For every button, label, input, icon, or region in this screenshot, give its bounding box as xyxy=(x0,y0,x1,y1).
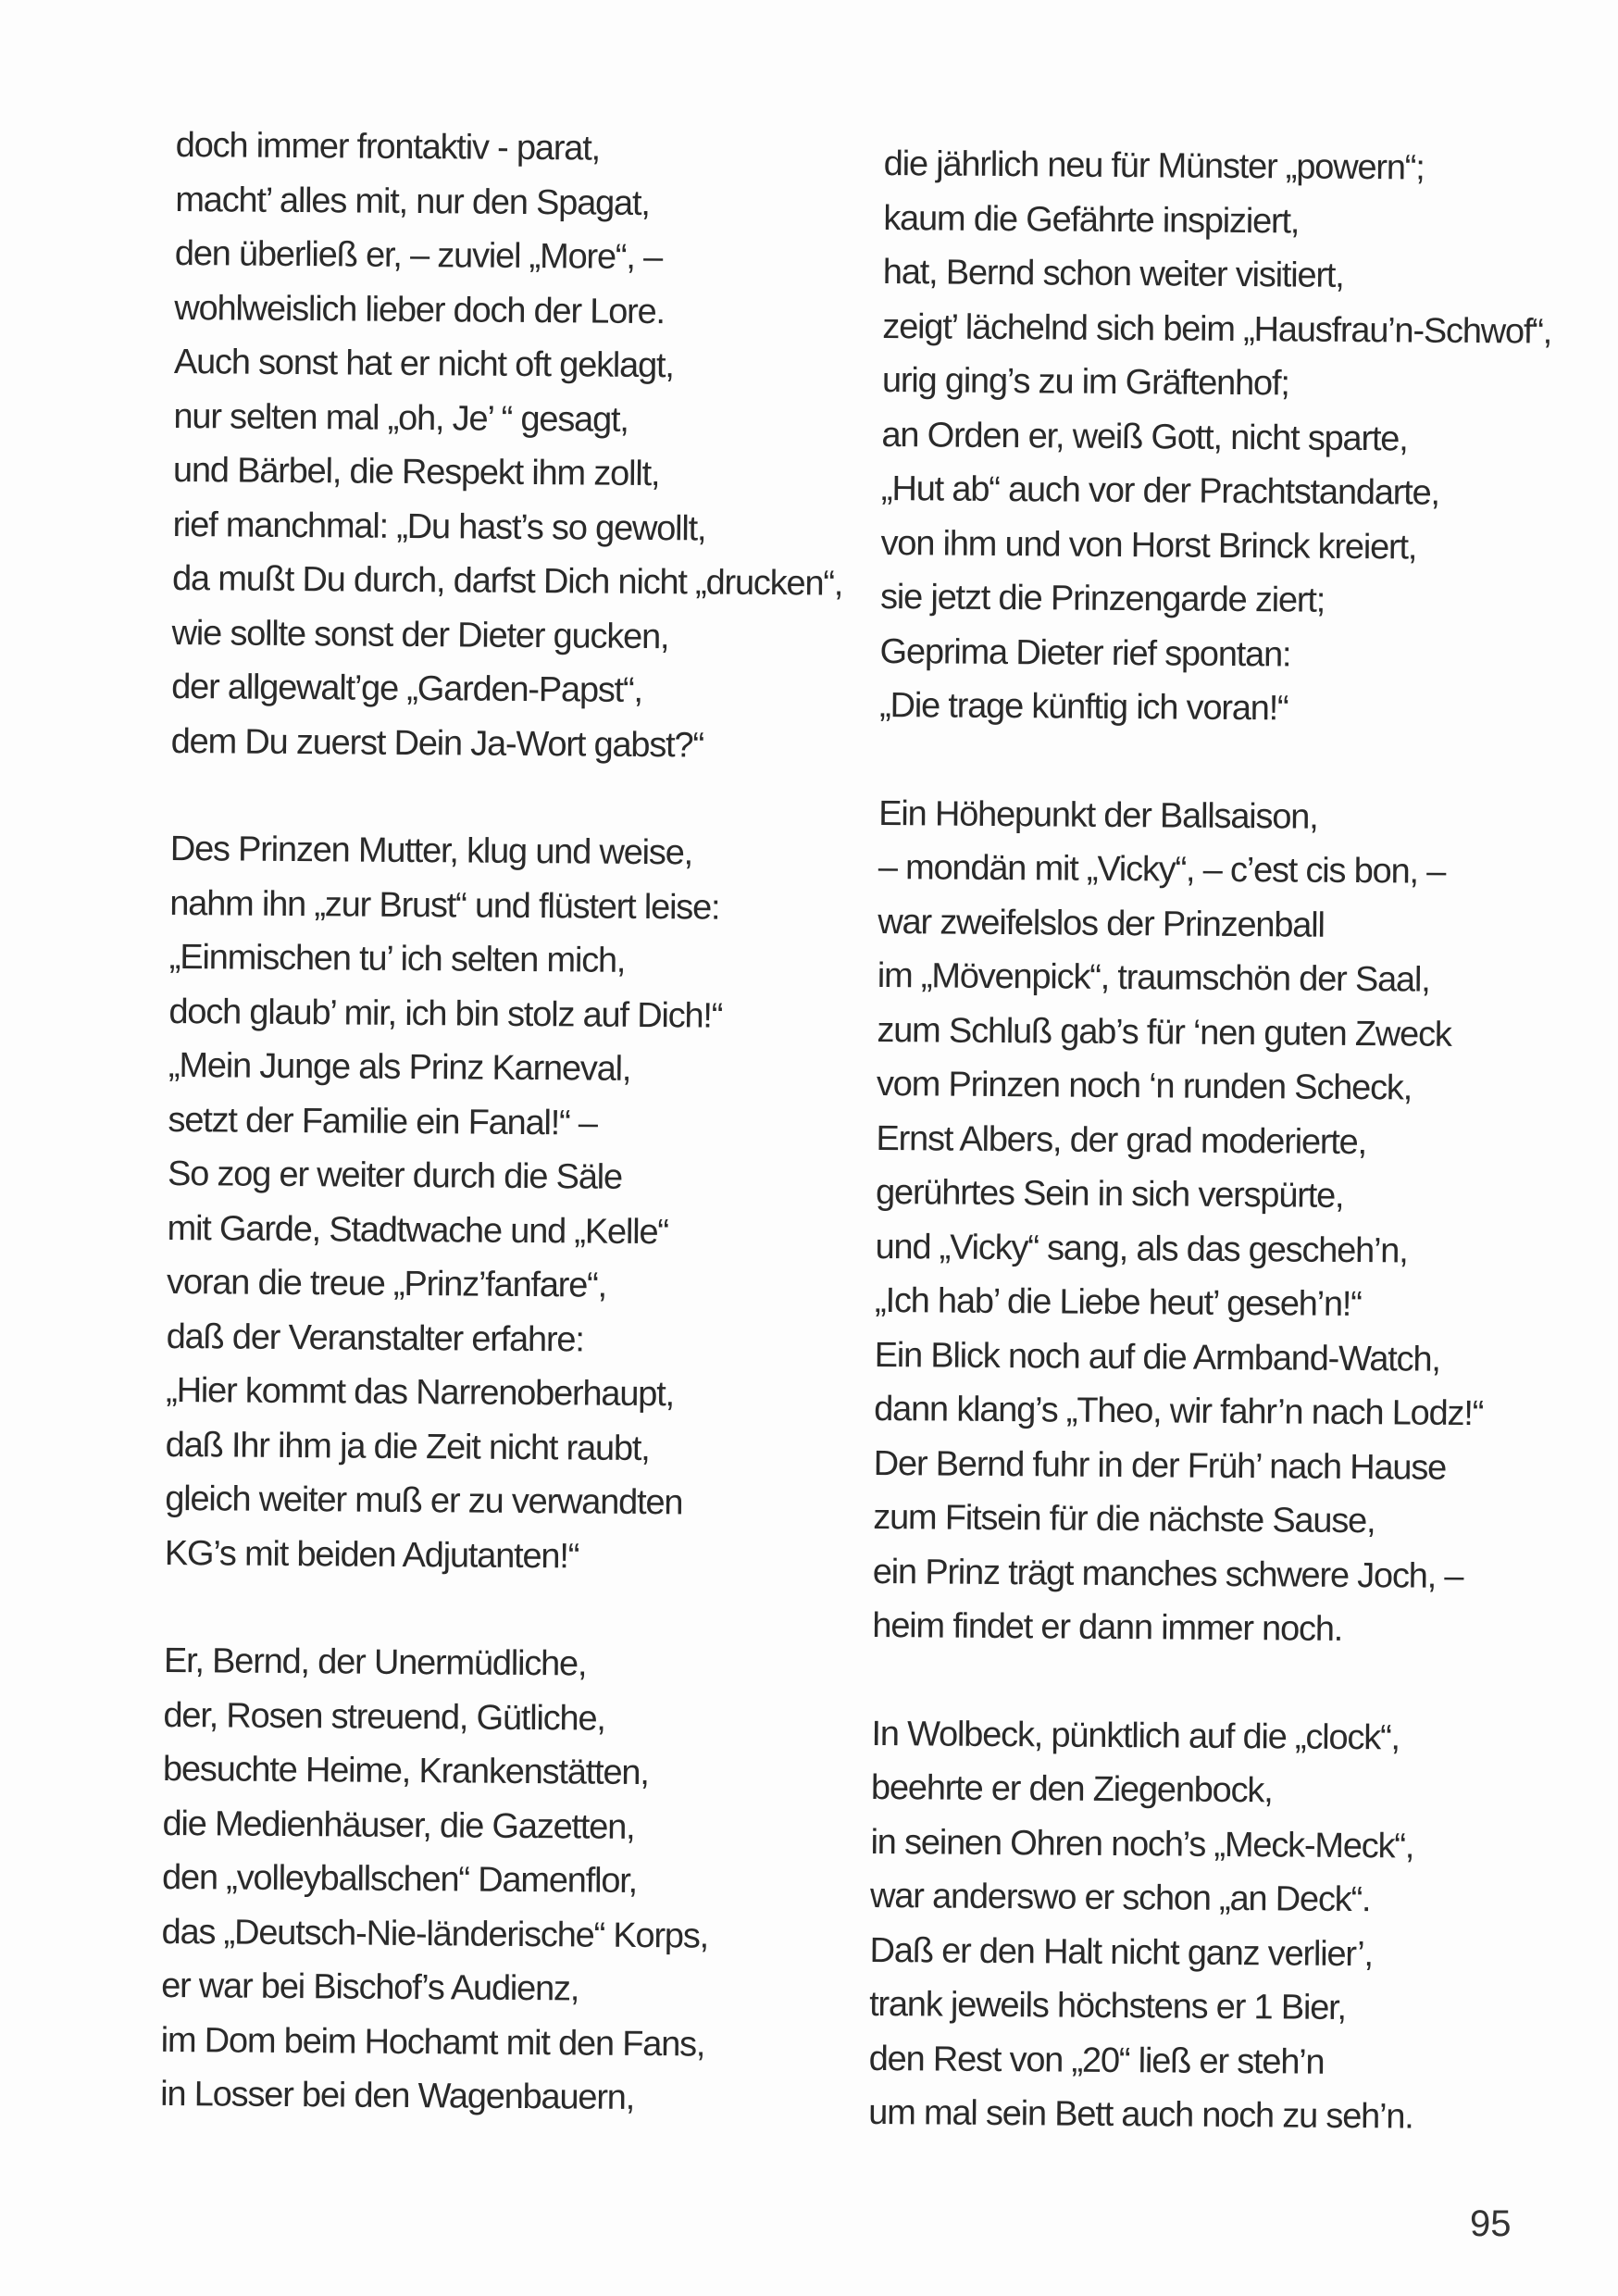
verse-line: zum Fitsein für die nächste Sause, xyxy=(873,1497,1375,1541)
verse-line: und Bärbel, die Respekt ihm zollt, xyxy=(172,450,660,494)
verse-line: Des Prinzen Mutter, klug und weise, xyxy=(169,829,693,873)
verse-line: dann klang’s „Theo, wir fahr’n nach Lodz!“ xyxy=(874,1389,1484,1434)
verse-line: Auch sonst hat er nicht oft geklagt, xyxy=(173,342,674,386)
verse-line: Der Bernd fuhr in der Früh’ nach Hause xyxy=(873,1443,1447,1488)
verse-line: er war bei Bischof’s Audienz, xyxy=(160,1965,579,2009)
verse-line: „Ich hab’ die Liebe heut’ geseh’n!“ xyxy=(874,1280,1362,1325)
verse-line: voran die treue „Prinz’fanfare“, xyxy=(166,1262,607,1305)
verse-line: da mußt Du durch, darfst Dich nicht „drucken“, xyxy=(171,558,843,604)
verse-line: mit Garde, Stadtwache und „Kelle“ xyxy=(167,1208,668,1252)
verse-line: ein Prinz trägt manches schwere Joch, – xyxy=(872,1552,1463,1596)
verse-line: zeigt’ lächelnd sich beim „Hausfrau’n-Schwof“, xyxy=(882,306,1552,352)
stanza xyxy=(170,119,846,774)
verse-line: im „Mövenpick“, traumschön der Saal, xyxy=(877,955,1430,1000)
verse-line: besuchte Heime, Krankenstätten, xyxy=(162,1749,649,1793)
verse-line: im Dom beim Hochamt mit den Fans, xyxy=(160,2020,705,2065)
verse-line: und „Vicky“ sang, als das gescheh’n, xyxy=(875,1227,1408,1270)
left-column xyxy=(160,119,846,2127)
verse-line: der, Rosen streuend, Gütliche, xyxy=(163,1695,605,1739)
verse-line: heim findet er dann immer noch. xyxy=(872,1605,1343,1649)
page-number: 95 xyxy=(1470,2203,1512,2244)
verse-line: an Orden er, weiß Gott, nicht sparte, xyxy=(881,415,1408,458)
verse-line: sie jetzt die Prinzengarde ziert; xyxy=(879,577,1326,620)
verse-line: kaum die Gefährte inspiziert, xyxy=(883,198,1300,242)
verse-line: rief manchmal: „Du hast’s so gewollt, xyxy=(172,505,706,549)
verse-line: Ein Höhepunkt der Ballsaison, xyxy=(878,793,1318,837)
verse-line: So zog er weiter durch die Säle xyxy=(167,1154,623,1197)
verse-line: vom Prinzen noch ‘n runden Scheck, xyxy=(876,1064,1413,1108)
verse-line: die Medienhäuser, die Gazetten, xyxy=(162,1803,635,1847)
verse-line: in Losser bei den Wagenbauern, xyxy=(160,2074,635,2117)
verse-line: urig ging’s zu im Gräftenhof; xyxy=(881,360,1289,404)
verse-line: Er, Bernd, der Unermüdliche, xyxy=(163,1641,587,1684)
verse-line: in seinen Ohren noch’s „Meck-Meck“, xyxy=(870,1822,1414,1866)
verse-line: gleich weiter muß er zu verwandten xyxy=(165,1479,683,1523)
verse-line: daß Ihr ihm ja die Zeit nicht raubt, xyxy=(165,1425,650,1468)
verse-line: den Rest von „20“ ließ er steh’n xyxy=(868,2039,1325,2082)
verse-line: In Wolbeck, pünktlich auf die „clock“, xyxy=(871,1714,1400,1757)
verse-line: nahm ihn „zur Brust“ und flüstert leise: xyxy=(169,883,720,928)
verse-line: Geprima Dieter rief spontan: xyxy=(879,631,1291,674)
verse-line: beehrte er den Ziegenbock, xyxy=(870,1767,1273,1811)
verse-line: „Hier kommt das Narrenoberhaupt, xyxy=(166,1370,675,1415)
verse-line: gerührtes Sein in sich verspürte, xyxy=(875,1172,1344,1216)
verse-line: setzt der Familie ein Fanal!“ – xyxy=(168,1100,598,1143)
verse-line: der allgewalt’ge „Garden-Papst“, xyxy=(171,667,642,710)
verse-line: den überließ er, – zuviel „More“, – xyxy=(174,233,663,278)
verse-line: KG’s mit beiden Adjutanten!“ xyxy=(164,1533,579,1576)
verse-line: das „Deutsch-Nie-länderische“ Korps, xyxy=(161,1912,709,1956)
verse-line: den „volleyballschen“ Damenflor, xyxy=(161,1857,638,1901)
verse-line: doch glaub’ mir, ich bin stolz auf Dich!“ xyxy=(168,992,723,1036)
verse-line: „Die trage künftig ich voran!“ xyxy=(879,685,1288,729)
stanza xyxy=(160,1634,834,2127)
verse-line: „Hut ab“ auch vor der Prachtstandarte, xyxy=(880,468,1440,513)
verse-line: war anderswo er schon „an Deck“. xyxy=(869,1876,1371,1920)
verse-line: nur selten mal „oh, Je’ “ gesagt, xyxy=(173,396,629,440)
verse-line: wie sollte sonst der Dieter gucken, xyxy=(171,613,669,656)
verse-line: um mal sein Bett auch noch zu seh’n. xyxy=(868,2092,1413,2137)
verse-line: die jährlich neu für Münster „powern“; xyxy=(883,144,1425,188)
verse-line: doch immer frontaktiv - parat, xyxy=(175,125,601,168)
verse-line: trank jeweils höchstens er 1 Bier, xyxy=(868,1984,1347,2028)
verse-line: von ihm und von Horst Brinck kreiert, xyxy=(880,523,1417,568)
verse-line: wohlweislich lieber doch der Lore. xyxy=(174,288,666,331)
verse-line: – mondän mit „Vicky“, – c’est cis bon, – xyxy=(877,847,1446,892)
stanza xyxy=(879,137,1553,738)
verse-line: Ein Blick noch auf die Armband-Watch, xyxy=(874,1335,1440,1379)
verse-line: hat, Bernd schon weiter visitiert, xyxy=(882,252,1344,295)
verse-line: war zweifelslos der Prinzenball xyxy=(877,902,1325,945)
verse-line: „Mein Junge als Prinz Karneval, xyxy=(168,1045,631,1089)
stanza xyxy=(165,822,841,1586)
verse-line: Ernst Albers, der grad moderierte, xyxy=(876,1118,1367,1162)
verse-line: daß der Veranstalter erfahre: xyxy=(166,1316,584,1360)
verse-line: „Einmischen tu’ ich selten mich, xyxy=(168,937,626,980)
verse-line: macht’ alles mit, nur den Spagat, xyxy=(175,180,650,223)
verse-line: dem Du zuerst Dein Ja-Wort gabst?“ xyxy=(170,721,704,765)
verse-line: zum Schluß gab’s für ‘nen guten Zweck xyxy=(877,1010,1451,1054)
verse-line: Daß er den Halt nicht ganz verlier’, xyxy=(869,1930,1374,1974)
stanza xyxy=(872,786,1548,1658)
right-column xyxy=(868,137,1553,2145)
stanza xyxy=(868,1706,1540,2145)
